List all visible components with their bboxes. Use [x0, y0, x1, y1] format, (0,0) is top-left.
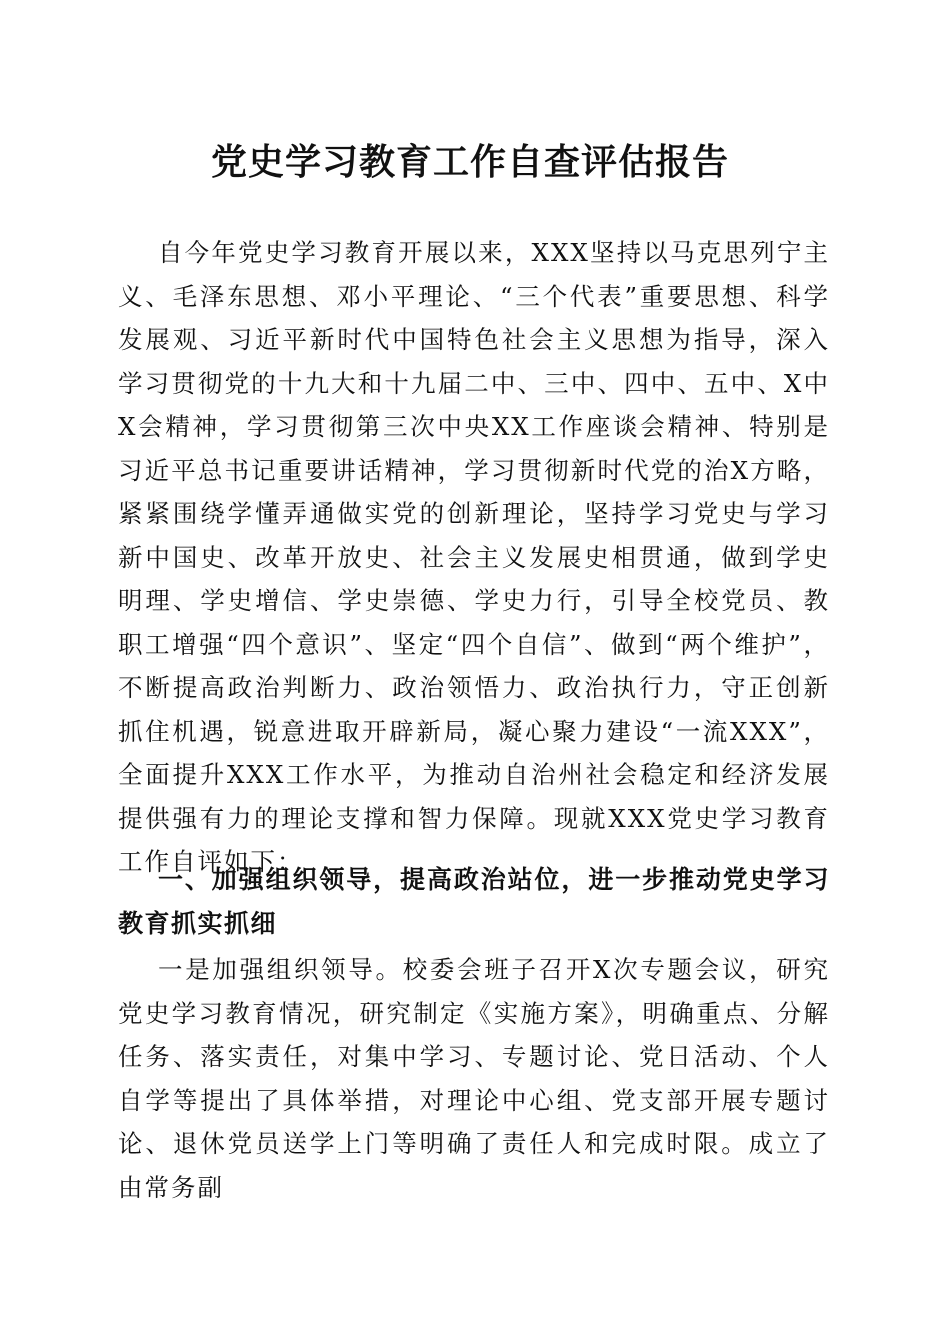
document-title: 党史学习教育工作自查评估报告: [210, 141, 729, 183]
paragraph-organization: [118, 948, 830, 1209]
paragraph-body-text: 校委会班子召开X次专题会议，研究党史学习教育情况，研究制定《实施方案》，明确重点、分解任务、落实责任，对集中学习、专题讨论、党日活动、个人自学等提出了具体举措，对理论中心组、党支部开展专题讨论、退休党员送学上门等明确了责任人和完成时限。成立了由常务副: [118, 955, 831, 1202]
paragraph-intro: 自今年党史学习教育开展以来，XXX坚持以马克思列宁主义、毛泽东思想、邓小平理论、“三个代表”重要思想、科学发展观、习近平新时代中国特色社会主义思想为指导，深入学习贯彻党的十九大和十九届二中、三中、四中、五中、X中X会精神，学习贯彻第三次中央XX工作座谈会精神、特别是习近平总书记重要讲话精神，学习贯彻新时代党的治X方略，紧紧围绕学懂弄通做实党的创新理论，坚持学习党史与学习新中国史、改革开放史、社会主义发展史相贯通，做到学史明理、学史增信、学史崇德、学史力行，引导全校党员、教职工增强“四个意识”、坚定“四个自信”、做到“两个维护”，不断提高政治判断力、政治领悟力、政治执行力，守正创新抓住机遇，锐意进取开辟新局，凝心聚力建设“一流XXX”，全面提升XXX工作水平，为推动自治州社会稳定和经济发展提供强有力的理论支撑和智力保障。现就XXX党史学习教育工作自评如下：: [118, 238, 830, 876]
section-heading-1: 一、加强组织领导，提高政治站位，进一步推动党史学习教育抓实抓细: [118, 865, 830, 938]
paragraph-lead-phrase: 一是加强组织领导。: [158, 955, 403, 984]
